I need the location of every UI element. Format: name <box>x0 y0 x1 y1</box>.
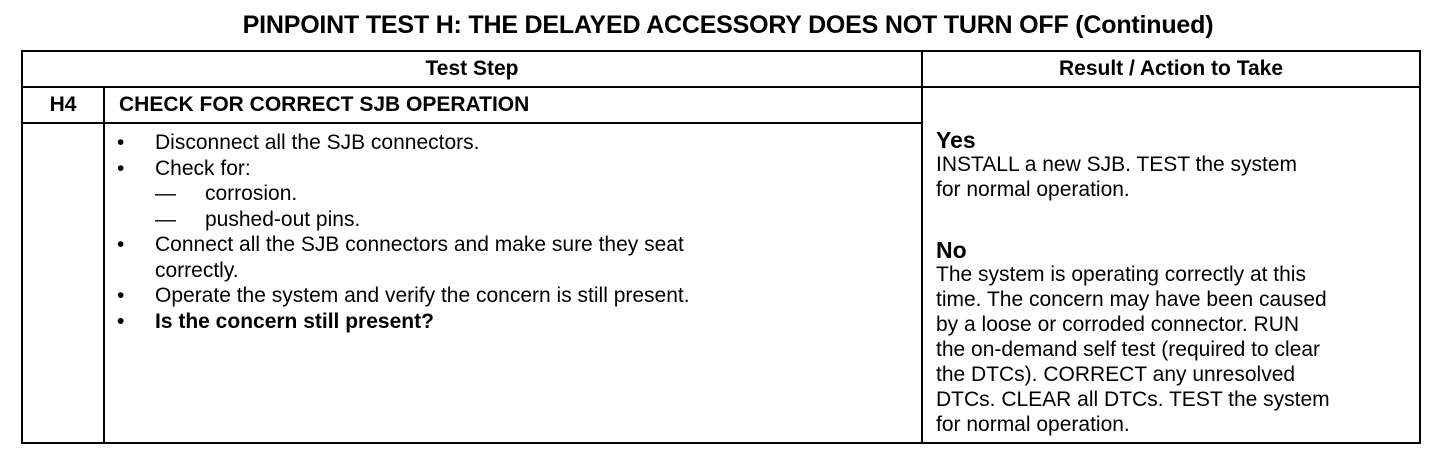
step-instructions <box>115 130 915 334</box>
result-no-text: The system is operating correctly at this time. The concern may have been caused by a loose or corroded connector. RUN the on-demand self test (required to clear the DTCs). CORRECT any unresolved DTCs. CLEAR all DTCs. TEST the system for normal operation. <box>936 263 1330 436</box>
step-item: • Connect all the SJB connectors and make sure they seat <box>115 232 915 258</box>
document-title: PINPOINT TEST H: THE DELAYED ACCESSORY DOES NOT TURN OFF (Continued) <box>242 11 1214 39</box>
result-yes-text: INSTALL a new SJB. TEST the system for normal operation. <box>936 153 1298 201</box>
column-divider <box>921 52 923 442</box>
step-item: • Disconnect all the SJB connectors. <box>115 130 915 156</box>
step-title-divider <box>23 122 921 124</box>
header-test-step: Test Step <box>425 57 519 80</box>
step-subitem: — pushed-out pins. <box>115 207 915 233</box>
step-id-divider <box>103 86 105 442</box>
step-item: • Operate the system and verify the concern is still present. <box>115 283 915 309</box>
step-question: • Is the concern still present? <box>115 309 915 335</box>
header-result-action: Result / Action to Take <box>1058 57 1284 80</box>
step-item: • Check for: <box>115 156 915 182</box>
step-subitem: — corrosion. <box>115 181 915 207</box>
step-id: H4 <box>49 93 77 116</box>
result-no-label: No <box>936 237 967 263</box>
step-item-continuation: correctly. <box>155 258 239 282</box>
pinpoint-test-table <box>21 50 1421 444</box>
result-yes-label: Yes <box>936 127 976 153</box>
step-title: CHECK FOR CORRECT SJB OPERATION <box>119 93 530 116</box>
result-actions <box>936 124 1421 437</box>
